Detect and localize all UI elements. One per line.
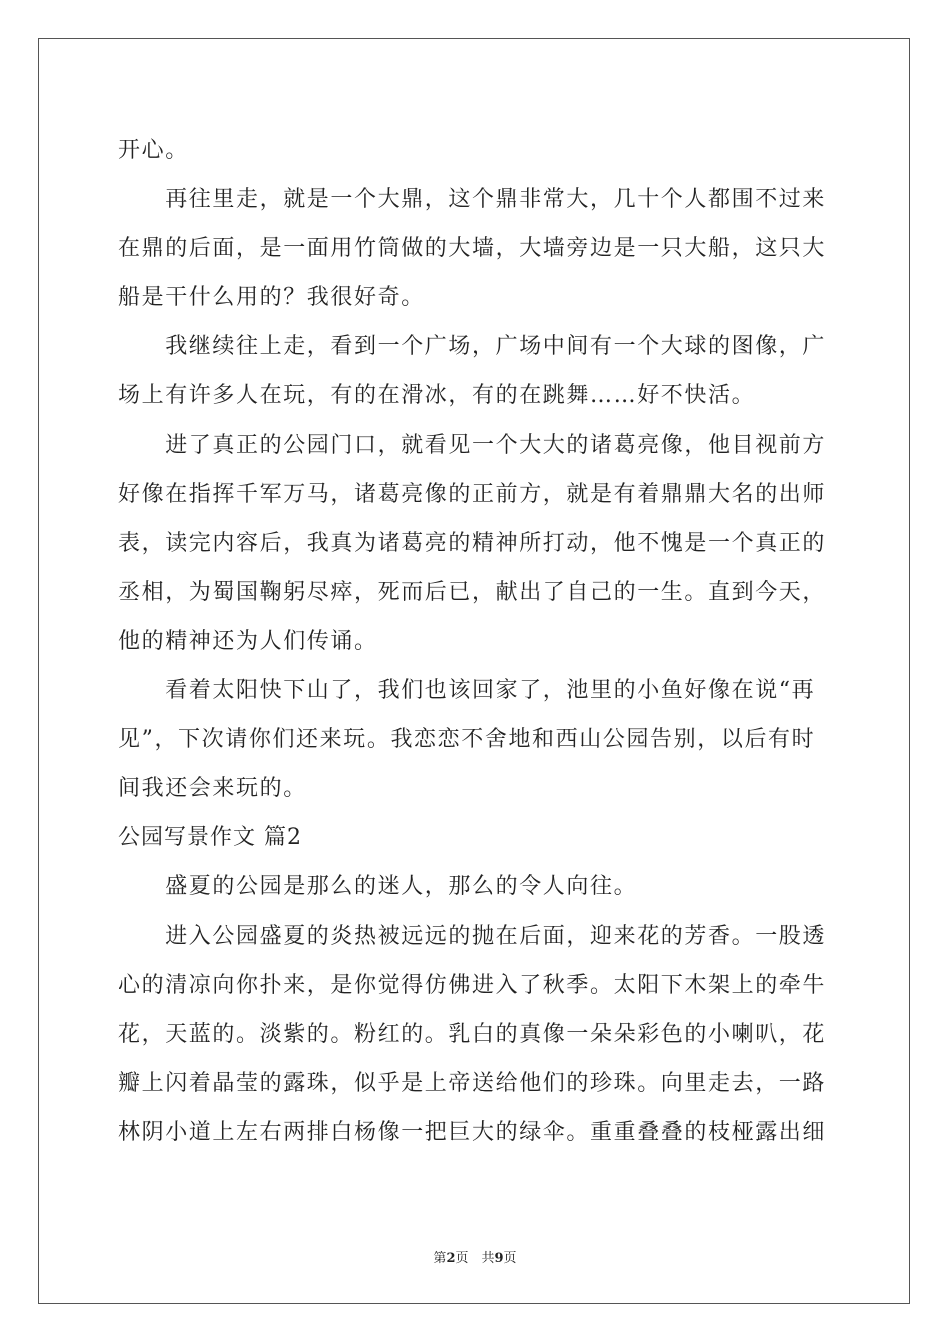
page-footer	[0, 1247, 950, 1266]
document-body	[118, 126, 830, 1157]
footer-middle: 页 共	[455, 1251, 495, 1266]
text-line: 好像在指挥千军万马，诸葛亮像的正前方，就是有着鼎鼎大名的出师	[118, 481, 827, 507]
text-line: 间我还会来玩的。	[118, 776, 307, 802]
text-line: 丞相，为蜀国鞠躬尽瘁，死而后已，献出了自己的一生。直到今天，	[118, 579, 827, 605]
page-number: 2	[446, 1251, 456, 1266]
text-line: 盛夏的公园是那么的迷人，那么的令人向往。	[118, 874, 638, 900]
text-line: 看着太阳快下山了，我们也该回家了，池里的小鱼好像在说“再	[118, 678, 816, 704]
section-heading: 公园写景作文 篇2	[118, 825, 302, 851]
text-line: 场上有许多人在玩，有的在滑冰，有的在跳舞……好不快活。	[118, 383, 756, 409]
text-line: 他的精神还为人们传诵。	[118, 628, 378, 654]
footer-prefix: 第	[433, 1251, 447, 1266]
text-line: 进了真正的公园门口，就看见一个大大的诸葛亮像，他目视前方	[118, 432, 827, 458]
text-line: 见”，下次请你们还来玩。我恋恋不舍地和西山公园告别，以后有时	[118, 727, 816, 753]
text-line: 表，读完内容后，我真为诸葛亮的精神所打动，他不愧是一个真正的	[118, 530, 827, 556]
text-line: 在鼎的后面，是一面用竹筒做的大墙，大墙旁边是一只大船，这只大	[118, 236, 827, 262]
text-line: 进入公园盛夏的炎热被远远的抛在后面，迎来花的芳香。一股透	[118, 923, 827, 949]
text-line: 开心。	[118, 138, 189, 163]
text-line: 船是干什么用的？我很好奇。	[118, 285, 425, 311]
text-line: 我继续往上走，看到一个广场，广场中间有一个大球的图像，广	[118, 334, 827, 360]
text-line: 林阴小道上左右两排白杨像一把巨大的绿伞。重重叠叠的枝桠露出细	[118, 1119, 827, 1145]
text-line: 再往里走，就是一个大鼎，这个鼎非常大，几十个人都围不过来	[118, 187, 827, 213]
total-pages: 9	[494, 1251, 504, 1266]
footer-suffix: 页	[503, 1251, 517, 1266]
text-line: 瓣上闪着晶莹的露珠，似乎是上帝送给他们的珍珠。向里走去，一路	[118, 1070, 827, 1096]
text-line: 心的清凉向你扑来，是你觉得仿佛进入了秋季。太阳下木架上的牵牛	[118, 972, 827, 998]
text-line: 花，天蓝的。淡紫的。粉红的。乳白的真像一朵朵彩色的小喇叭，花	[118, 1021, 827, 1047]
